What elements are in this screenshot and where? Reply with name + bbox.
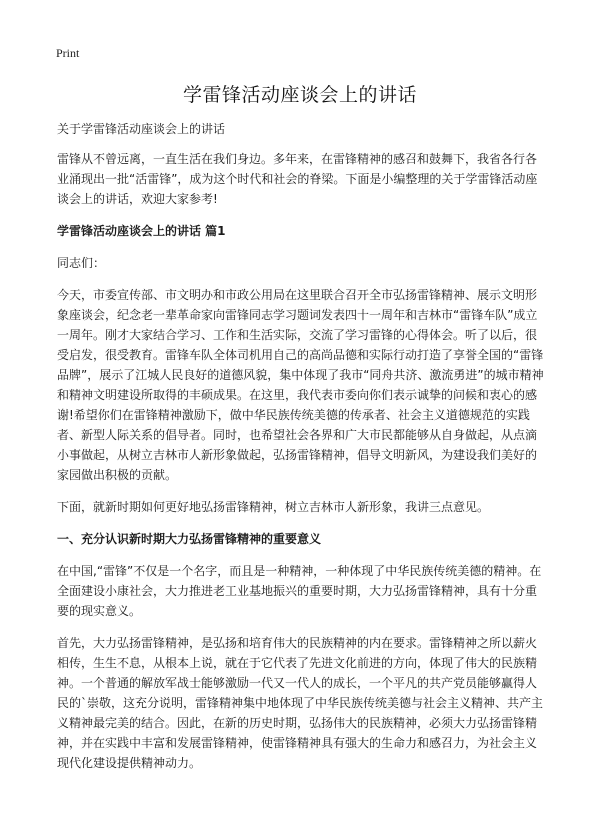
- print-label[interactable]: Print: [56, 46, 80, 60]
- paragraph-1: 今天，市委宣传部、市文明办和市政公用局在这里联合召开全市弘扬雷锋精神、展示文明形象座谈会，纪念老一辈革命家向雷锋同志学习题词发表四十一周年和吉林市“雷锋车队”成立一周年。刚才大家结合学习、工作和生活实际，交流了学习雷锋的心得体会。听了以后，很受启发，很受教育。雷锋车队全体司机用自己的高尚品德和实际行动打造了享誉全国的“雷锋品牌”，展示了江城人民良好的道德风貌，集中体现了我市“同舟共济、激流勇进”的城市精神和精神文明建设所取得的丰硕成果。在这里，我代表市委向你们表示诚挚的问候和衷心的感谢!希望你们在雷锋精神激励下，做中华民族传统美德的传承者、社会主义道德规范的实践者、新型人际关系的倡导者。同时，也希望社会各界和广大市民都能够从自身做起，从点滴小事做起，从树立吉林市人新形象做起，弘扬雷锋精神，倡导文明新风，为建设我们美好的家园做出积极的贡献。: [57, 288, 544, 482]
- article-subtitle: 关于学雷锋活动座谈会上的讲话: [57, 122, 226, 136]
- greeting: 同志们：: [57, 256, 106, 270]
- article-body: [57, 119, 547, 783]
- paragraph-4: 首先，大力弘扬雷锋精神，是弘扬和培育伟大的民族精神的内在要求。雷锋精神之所以薪火相传，生生不息，从根本上说，就在于它代表了先进文化前进的方向，体现了伟大的民族精神。一个普通的解放军战士能够激励一代又一代人的成长，一个平凡的共产党员能够赢得人民的`崇敬，这充分说明，雷锋精神集中地体现了中华民族传统美德与社会主义精神、共产主义精神最完美的结合。因此，在新的历史时期，弘扬伟大的民族精神，必须大力弘扬雷锋精神，并在实践中丰富和发展雷锋精神，使雷锋精神具有强大的生命力和感召力，为社会主义现代化建设提供精神动力。: [57, 636, 544, 770]
- paragraph-2: 下面，就新时期如何更好地弘扬雷锋精神，树立吉林市人新形象，我讲三点意见。: [57, 500, 490, 514]
- intro-paragraph: 雷锋从不曾远离，一直生活在我们身边。多年来，在雷锋精神的感召和鼓舞下，我省各行各业涌现出一批“活雷锋”，成为这个时代和社会的脊梁。下面是小编整理的关于学雷锋活动座谈会上的讲话，欢迎大家参考!: [57, 152, 538, 206]
- section-title: 学雷锋活动座谈会上的讲话 篇1: [57, 224, 226, 238]
- page-title: 学雷锋活动座谈会上的讲话: [182, 84, 417, 106]
- paragraph-3: 在中国,“雷锋”不仅是一个名字，而且是一种精神，一种体现了中华民族传统美德的精神。在全面建设小康社会，大力推进老工业基地振兴的重要时期，大力弘扬雷锋精神，具有十分重要的现实意义。: [57, 564, 542, 618]
- heading-1: 一、充分认识新时期大力弘扬雷锋精神的重要意义: [57, 532, 322, 546]
